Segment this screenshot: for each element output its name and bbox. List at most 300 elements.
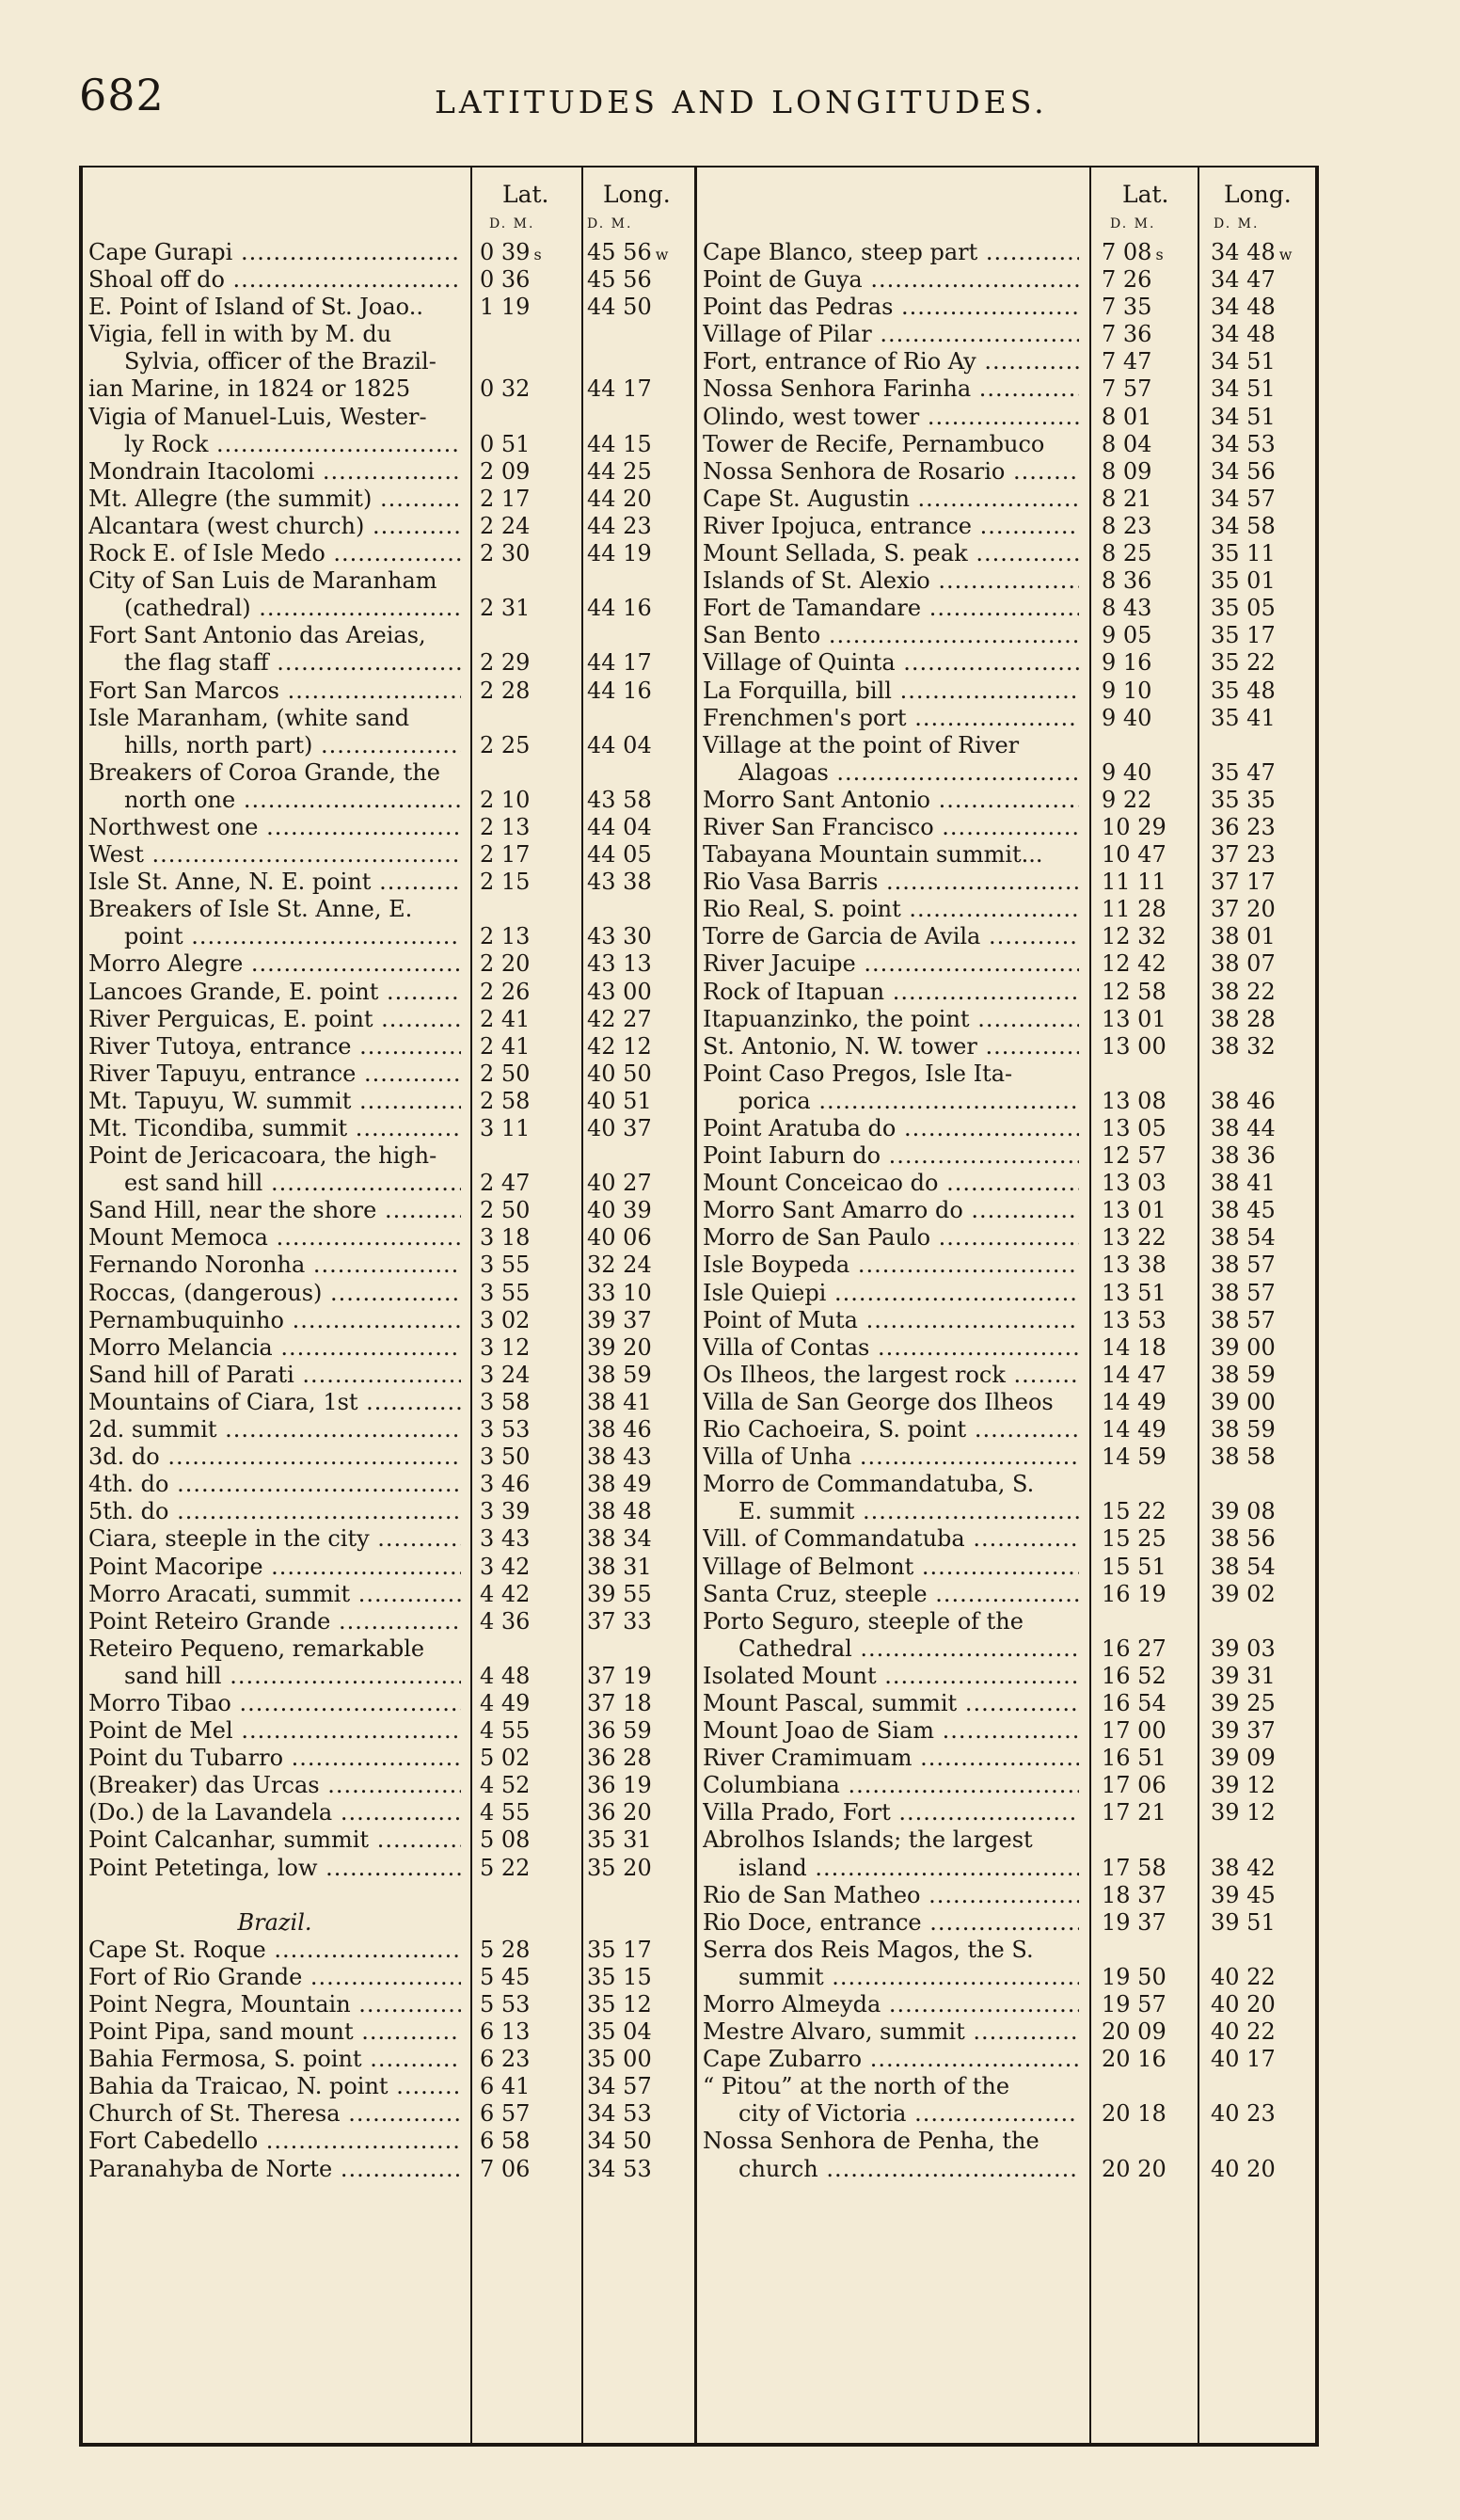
latitude-value: 7 35 xyxy=(1102,294,1152,321)
latitude-value: 12 57 xyxy=(1102,1142,1166,1170)
longitude-value: 38 43 xyxy=(587,1443,652,1471)
latitude-value: 2 13 xyxy=(480,923,531,950)
table-row xyxy=(703,1581,1309,1608)
longitude-value: 45 56 xyxy=(587,266,652,294)
table-row xyxy=(703,1224,1309,1252)
table-row xyxy=(88,787,690,814)
longitude-value: 35 22 xyxy=(1211,649,1276,677)
place-name: River San Francisco ..... xyxy=(703,814,1079,841)
place-name: Mt. Tapuyu, W. summit ..... xyxy=(88,1088,461,1115)
latitude-value: 2 15 xyxy=(480,869,531,896)
lat-units-left: D. M. xyxy=(489,216,535,231)
latitude-value: 3 11 xyxy=(480,1115,531,1141)
longitude-value: 38 41 xyxy=(587,1388,652,1415)
longitude-value: 40 22 xyxy=(1211,2018,1276,2046)
latitude-value: 7 47 xyxy=(1102,348,1152,375)
latitude-value: 5 02 xyxy=(480,1745,531,1772)
table-row xyxy=(88,1389,690,1416)
place-name: “ Pitou” at the north of the xyxy=(703,2073,1010,2100)
place-name: Point Iaburn do ..... xyxy=(703,1142,1079,1170)
longitude-value: 34 48 xyxy=(1211,294,1276,321)
place-name: River Tapuyu, entrance ..... xyxy=(88,1061,461,1088)
place-name: Vigia of Manuel-Luis, Wester- xyxy=(88,403,427,430)
latitude-value: 13 01 xyxy=(1102,1197,1166,1224)
place-name: River Cramimuam ..... xyxy=(703,1745,1079,1772)
table-row xyxy=(88,841,690,869)
place-name: Alcantara (west church) ..... xyxy=(88,513,461,540)
place-name: Point du Tubarro ..... xyxy=(88,1745,461,1772)
latitude-value: 6 23 xyxy=(480,2046,531,2073)
latitude-value: 0 32 xyxy=(480,375,531,403)
table-row xyxy=(703,1826,1309,1854)
latitude-value: 5 28 xyxy=(480,1936,531,1963)
latitude-value: 17 21 xyxy=(1102,1799,1166,1826)
latitude-value: 9 05 xyxy=(1102,622,1152,649)
place-name: Rio de San Matheo ..... xyxy=(703,1882,1079,1909)
page-number: 682 xyxy=(79,70,165,120)
place-name: city of Victoria ..... xyxy=(703,2100,1079,2128)
latitude-value: 14 49 xyxy=(1102,1416,1166,1443)
table-row xyxy=(703,1280,1309,1307)
table-row xyxy=(703,404,1309,431)
longitude-value: 38 57 xyxy=(1211,1306,1276,1333)
place-name: Mt. Allegre (the summit) ..... xyxy=(88,486,461,513)
place-name: Reteiro Pequeno, remarkable xyxy=(88,1635,425,1662)
place-name: Rock of Itapuan ..... xyxy=(703,979,1079,1006)
longitude-value: 38 41 xyxy=(1211,1170,1276,1197)
place-name: Mount Joao de Siam ..... xyxy=(703,1717,1079,1745)
latitude-value: 6 58 xyxy=(480,2128,531,2155)
place-name: Ciara, steeple in the city ..... xyxy=(88,1525,461,1553)
place-name: Mountains of Ciara, 1st ..... xyxy=(88,1389,461,1416)
latitude-value: 5 22 xyxy=(480,1854,531,1881)
table-row xyxy=(88,1581,690,1608)
table-row xyxy=(703,1170,1309,1197)
place-name: 2d. summit ..... xyxy=(88,1416,461,1443)
table-row xyxy=(88,2073,690,2100)
table-row xyxy=(703,375,1309,403)
table-row xyxy=(88,1443,690,1471)
left-column xyxy=(88,239,690,2183)
place-name: Fort San Marcos ..... xyxy=(88,678,461,705)
latitude-value: 20 09 xyxy=(1102,2018,1166,2046)
long-units-left: D. M. xyxy=(587,216,633,231)
longitude-value: 35 12 xyxy=(587,1991,652,2018)
table-row xyxy=(703,622,1309,649)
latitude-value: 16 51 xyxy=(1102,1745,1166,1772)
table-row xyxy=(88,1115,690,1142)
latitude-value: 8 23 xyxy=(1102,512,1152,539)
latitude-value: 1 19 xyxy=(480,294,531,321)
table-row xyxy=(703,759,1309,787)
table-row xyxy=(703,458,1309,486)
table-row xyxy=(88,1745,690,1772)
table-row xyxy=(88,294,690,321)
latitude-value: 2 50 xyxy=(480,1197,531,1224)
table-row xyxy=(703,678,1309,705)
latitude-value: 8 09 xyxy=(1102,457,1152,485)
table-row xyxy=(88,1006,690,1033)
longitude-value: 43 13 xyxy=(587,950,652,978)
latitude-value: 7 57 xyxy=(1102,375,1152,403)
place-name: Nossa Senhora de Rosario ..... xyxy=(703,458,1079,486)
table-row xyxy=(703,1115,1309,1142)
longitude-value: 40 27 xyxy=(587,1170,652,1197)
table-row xyxy=(88,2100,690,2128)
table-row xyxy=(88,1937,690,1964)
longitude-value: 39 09 xyxy=(1211,1745,1276,1772)
latitude-value: 9 10 xyxy=(1102,677,1152,704)
place-name: Isolated Mount ..... xyxy=(703,1663,1079,1690)
place-name: Olindo, west tower ..... xyxy=(703,404,1079,431)
table-row xyxy=(703,1772,1309,1799)
latitude-value: 0 39 s xyxy=(480,239,542,265)
place-name: Breakers of Isle St. Anne, E. xyxy=(88,896,413,923)
place-name: Mt. Ticondiba, summit ..... xyxy=(88,1115,461,1142)
long-header-right: Long. xyxy=(1224,181,1292,208)
latitude-value: 0 36 xyxy=(480,266,531,294)
longitude-value: 44 20 xyxy=(587,485,652,512)
longitude-value: 40 50 xyxy=(587,1060,652,1087)
table-row xyxy=(88,486,690,513)
place-name: 5th. do ..... xyxy=(88,1498,461,1525)
latitude-value: 2 24 xyxy=(480,512,531,539)
place-name: Paranahyba de Norte ..... xyxy=(88,2156,461,2183)
place-name: Fort de Tamandare ..... xyxy=(703,595,1079,622)
latitude-value: 2 47 xyxy=(480,1170,531,1197)
place-name: Fort of Rio Grande ..... xyxy=(88,1964,461,1991)
latitude-value: 2 50 xyxy=(480,1060,531,1087)
table-row xyxy=(88,1635,690,1663)
place-name: Cape St. Roque ..... xyxy=(88,1937,461,1964)
place-name: Rio Doce, entrance ..... xyxy=(703,1909,1079,1937)
latitude-value: 2 26 xyxy=(480,978,531,1005)
place-name: Breakers of Coroa Grande, the xyxy=(88,758,440,786)
longitude-value: 38 54 xyxy=(1211,1224,1276,1252)
table-row xyxy=(88,1554,690,1581)
place-name: St. Antonio, N. W. tower ..... xyxy=(703,1033,1079,1061)
place-name: Frenchmen's port ..... xyxy=(703,705,1079,732)
place-name: Sylvia, officer of the Brazil- xyxy=(124,348,436,375)
longitude-value: 39 25 xyxy=(1211,1689,1276,1716)
table-row xyxy=(703,2073,1309,2100)
table-row xyxy=(703,1799,1309,1826)
table-row xyxy=(703,1909,1309,1937)
hemisphere-mark: s xyxy=(533,246,542,263)
table-row xyxy=(703,1635,1309,1663)
place-name: Pernambuquinho ..... xyxy=(88,1307,461,1334)
place-name: Point Pipa, sand mount ..... xyxy=(88,2018,461,2046)
latitude-value: 8 21 xyxy=(1102,485,1152,512)
table-row xyxy=(703,1855,1309,1882)
place-name: City of San Luis de Maranham xyxy=(88,567,437,595)
place-name: Tower de Recife, Pernambuco xyxy=(703,430,1045,457)
table-row xyxy=(703,1006,1309,1033)
place-name: Bahia Fermosa, S. point ..... xyxy=(88,2046,461,2073)
longitude-value: 44 05 xyxy=(587,841,652,869)
longitude-value: 35 41 xyxy=(1211,704,1276,731)
table-row xyxy=(703,1690,1309,1717)
latitude-value: 11 11 xyxy=(1102,869,1166,896)
table-row xyxy=(703,1252,1309,1279)
latitude-value: 13 38 xyxy=(1102,1252,1166,1279)
table-row xyxy=(703,1937,1309,1964)
latitude-value: 2 29 xyxy=(480,649,531,677)
table-row xyxy=(703,1745,1309,1772)
longitude-value: 39 02 xyxy=(1211,1580,1276,1607)
place-name: Columbiana ..... xyxy=(703,1772,1079,1799)
column-rule xyxy=(694,167,697,2443)
longitude-value: 34 48 xyxy=(1211,321,1276,348)
latitude-value: 19 57 xyxy=(1102,1991,1166,2018)
table-row xyxy=(703,923,1309,950)
table-row xyxy=(703,1498,1309,1525)
longitude-value: 40 22 xyxy=(1211,1963,1276,1990)
place-name: Morro Almeyda ..... xyxy=(703,1991,1079,2018)
table-row xyxy=(88,404,690,431)
section-heading: Brazil. xyxy=(237,1908,312,1936)
latitude-value: 15 51 xyxy=(1102,1553,1166,1580)
table-row xyxy=(703,321,1309,348)
latitude-value: 17 58 xyxy=(1102,1854,1166,1881)
place-name: Mestre Alvaro, summit ..... xyxy=(703,2018,1079,2046)
latitude-value: 3 24 xyxy=(480,1361,531,1388)
longitude-value: 40 51 xyxy=(587,1087,652,1114)
longitude-value: 35 47 xyxy=(1211,758,1276,786)
longitude-value: 35 35 xyxy=(1211,786,1276,813)
table-row xyxy=(88,950,690,978)
longitude-value: 35 48 xyxy=(1211,677,1276,704)
longitude-value: 32 24 xyxy=(587,1252,652,1279)
latitude-value: 13 53 xyxy=(1102,1306,1166,1333)
latitude-value: 2 31 xyxy=(480,595,531,622)
longitude-value: 33 10 xyxy=(587,1279,652,1306)
table-row xyxy=(88,1690,690,1717)
place-name: Church of St. Theresa ..... xyxy=(88,2100,461,2128)
table-row xyxy=(703,431,1309,458)
place-name: Point Aratuba do ..... xyxy=(703,1115,1079,1142)
latitude-value: 3 58 xyxy=(480,1388,531,1415)
latitude-value: 17 00 xyxy=(1102,1717,1166,1745)
table-row xyxy=(88,1142,690,1170)
table-row xyxy=(703,1525,1309,1553)
place-name: Sand Hill, near the shore ..... xyxy=(88,1197,461,1224)
latitude-value: 2 10 xyxy=(480,786,531,813)
place-name: La Forquilla, bill ..... xyxy=(703,678,1079,705)
longitude-value: 35 15 xyxy=(587,1963,652,1990)
latitude-value: 5 45 xyxy=(480,1963,531,1990)
hemisphere-mark: w xyxy=(1278,246,1293,263)
latitude-value: 14 59 xyxy=(1102,1443,1166,1471)
latitude-value: 3 53 xyxy=(480,1416,531,1443)
longitude-value: 38 34 xyxy=(587,1525,652,1553)
place-name: Abrolhos Islands; the largest xyxy=(703,1826,1033,1854)
latitude-value: 13 03 xyxy=(1102,1170,1166,1197)
place-name: Os Ilheos, the largest rock ..... xyxy=(703,1362,1079,1389)
place-name: ly Rock ..... xyxy=(88,431,461,458)
latitude-value: 10 29 xyxy=(1102,813,1166,840)
place-name: Torre de Garcia de Avila ..... xyxy=(703,923,1079,950)
place-name: Nossa Senhora de Penha, the xyxy=(703,2128,1039,2155)
place-name: Serra dos Reis Magos, the S. xyxy=(703,1936,1034,1963)
place-name: Rio Cachoeira, S. point ..... xyxy=(703,1416,1079,1443)
table-row xyxy=(703,979,1309,1006)
latitude-value: 2 41 xyxy=(480,1005,531,1032)
table-row xyxy=(703,595,1309,622)
table-row xyxy=(703,950,1309,978)
table-row xyxy=(88,266,690,294)
place-name: Isle Boypeda ..... xyxy=(703,1252,1079,1279)
long-units-right: D. M. xyxy=(1214,216,1260,231)
table-row xyxy=(88,2128,690,2155)
place-name: est sand hill ..... xyxy=(88,1170,461,1197)
place-name: Cape St. Augustin ..... xyxy=(703,486,1079,513)
longitude-value: 38 46 xyxy=(1211,1087,1276,1114)
table-row xyxy=(88,2046,690,2073)
table-row xyxy=(703,567,1309,595)
longitude-value: 38 42 xyxy=(1211,1854,1276,1881)
table-row xyxy=(88,1307,690,1334)
place-name: Rio Vasa Barris ..... xyxy=(703,869,1079,896)
longitude-value: 38 32 xyxy=(1211,1032,1276,1060)
table-row xyxy=(703,1964,1309,1991)
place-name: 4th. do ..... xyxy=(88,1471,461,1498)
longitude-value: 44 04 xyxy=(587,731,652,758)
place-name: Village of Belmont ..... xyxy=(703,1554,1079,1581)
longitude-value: 44 19 xyxy=(587,540,652,567)
place-name: Porto Seguro, steeple of the xyxy=(703,1607,1024,1635)
longitude-value: 36 28 xyxy=(587,1745,652,1772)
place-name: (Do.) de la Lavandela ..... xyxy=(88,1799,461,1826)
place-name: island ..... xyxy=(703,1855,1079,1882)
latitude-value: 2 17 xyxy=(480,485,531,512)
latitude-value: 3 43 xyxy=(480,1525,531,1553)
place-name: Santa Cruz, steeple ..... xyxy=(703,1581,1079,1608)
table-row xyxy=(703,1334,1309,1362)
table-row xyxy=(703,1717,1309,1745)
place-name: Northwest one ..... xyxy=(88,814,461,841)
latitude-value: 16 54 xyxy=(1102,1689,1166,1716)
latitude-value: 3 55 xyxy=(480,1279,531,1306)
table-row xyxy=(88,375,690,403)
latitude-value: 7 36 xyxy=(1102,321,1152,348)
table-row xyxy=(88,1334,690,1362)
table-row xyxy=(88,431,690,458)
place-name: Mount Sellada, S. peak ..... xyxy=(703,540,1079,567)
long-header-left: Long. xyxy=(603,181,671,208)
place-name: Cape Gurapi ..... xyxy=(88,239,461,266)
table-row xyxy=(88,1170,690,1197)
longitude-value: 38 59 xyxy=(1211,1361,1276,1388)
latitude-value: 13 01 xyxy=(1102,1005,1166,1032)
place-name: Point de Jericacoara, the high- xyxy=(88,1142,437,1170)
longitude-value: 37 33 xyxy=(587,1607,652,1635)
table-row xyxy=(88,1608,690,1635)
latitude-value: 14 18 xyxy=(1102,1333,1166,1361)
longitude-value: 34 53 xyxy=(587,2100,652,2128)
place-name: summit ..... xyxy=(703,1964,1079,1991)
latitude-value: 19 50 xyxy=(1102,1963,1166,1990)
place-name: north one ..... xyxy=(88,787,461,814)
place-name: E. Point of Island of St. Joao.. xyxy=(88,294,423,321)
table-row xyxy=(88,1663,690,1690)
longitude-value: 34 56 xyxy=(1211,457,1276,485)
longitude-value: 39 37 xyxy=(587,1306,652,1333)
latitude-value: 6 41 xyxy=(480,2073,531,2100)
latitude-value: 3 50 xyxy=(480,1443,531,1471)
latitude-value: 2 09 xyxy=(480,457,531,485)
latitude-value: 4 48 xyxy=(480,1662,531,1689)
table-row xyxy=(703,1471,1309,1498)
longitude-value: 43 58 xyxy=(587,786,652,813)
place-name: Mount Memoca ..... xyxy=(88,1224,461,1252)
place-name: Point das Pedras ..... xyxy=(703,294,1079,321)
longitude-value: 38 57 xyxy=(1211,1252,1276,1279)
longitude-value: 44 17 xyxy=(587,649,652,677)
hemisphere-mark: s xyxy=(1155,246,1164,263)
place-name: Point of Muta ..... xyxy=(703,1307,1079,1334)
longitude-value: 39 20 xyxy=(587,1333,652,1361)
latitude-value: 13 22 xyxy=(1102,1224,1166,1252)
table-row xyxy=(703,896,1309,923)
place-name: porica ..... xyxy=(703,1088,1079,1115)
table-row xyxy=(88,1197,690,1224)
longitude-value: 35 17 xyxy=(1211,622,1276,649)
table-row xyxy=(703,1197,1309,1224)
longitude-value: 37 17 xyxy=(1211,869,1276,896)
latitude-value: 12 42 xyxy=(1102,950,1166,978)
longitude-value: 38 59 xyxy=(587,1361,652,1388)
latitude-value: 20 16 xyxy=(1102,2046,1166,2073)
right-column xyxy=(703,239,1309,2183)
table-row xyxy=(88,1525,690,1553)
longitude-value: 34 51 xyxy=(1211,403,1276,430)
longitude-value: 43 30 xyxy=(587,923,652,950)
table-row xyxy=(88,649,690,677)
place-name: Morro Sant Amarro do ..... xyxy=(703,1197,1079,1224)
place-name: Village at the point of River xyxy=(703,731,1020,758)
place-name: Point Petetinga, low ..... xyxy=(88,1855,461,1882)
longitude-value: 42 27 xyxy=(587,1005,652,1032)
longitude-value: 44 15 xyxy=(587,430,652,457)
place-name: Itapuanzinko, the point ..... xyxy=(703,1006,1079,1033)
latitude-value: 3 46 xyxy=(480,1471,531,1498)
place-name: West ..... xyxy=(88,841,461,869)
place-name: Mount Conceicao do ..... xyxy=(703,1170,1079,1197)
longitude-value: 40 39 xyxy=(587,1197,652,1224)
latitude-value: 16 19 xyxy=(1102,1580,1166,1607)
longitude-value: 44 23 xyxy=(587,512,652,539)
place-name: Villa of Unha ..... xyxy=(703,1443,1079,1471)
longitude-value: 44 16 xyxy=(587,677,652,704)
place-name: point ..... xyxy=(88,923,461,950)
place-name: Point Reteiro Grande ..... xyxy=(88,1608,461,1635)
place-name: Morro de San Paulo ..... xyxy=(703,1224,1079,1252)
longitude-value: 44 50 xyxy=(587,294,652,321)
table-row xyxy=(88,705,690,732)
longitude-value: 44 17 xyxy=(587,375,652,403)
place-name: San Bento ..... xyxy=(703,622,1079,649)
longitude-value: 34 58 xyxy=(1211,512,1276,539)
table-row xyxy=(703,814,1309,841)
place-name: Fort, entrance of Rio Ay ..... xyxy=(703,348,1079,375)
latitude-value: 8 04 xyxy=(1102,430,1152,457)
longitude-value: 38 56 xyxy=(1211,1525,1276,1553)
place-name: River Perguicas, E. point ..... xyxy=(88,1006,461,1033)
longitude-value: 39 03 xyxy=(1211,1635,1276,1662)
table-row xyxy=(88,1855,690,1882)
longitude-value: 45 56 w xyxy=(587,239,669,265)
